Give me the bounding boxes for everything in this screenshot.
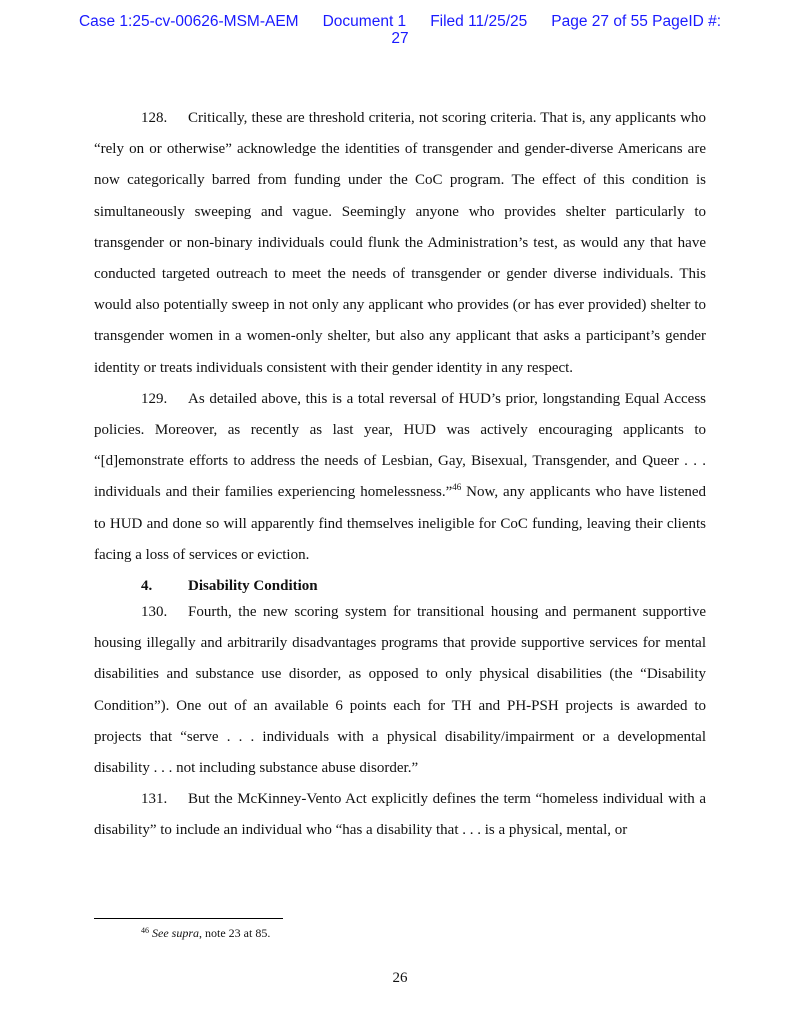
ecf-header [0, 13, 800, 47]
paragraph-text: But the McKinney-Vento Act explicitly defines the term “homeless individual with a disability” to include an individual who “has a disability that . . . is a physical, mental, or [94, 791, 706, 839]
footnote-divider [94, 918, 283, 919]
paragraph-text-continued: Now, any applicants who have listened to HUD and done so will apparently find themselves ineligible for CoC funding, leaving their clients facing a loss of services or eviction. [94, 484, 707, 563]
footnote-text: , note 23 at 85. [199, 926, 271, 940]
footnote-46 [141, 926, 270, 941]
page-number: 26 [392, 970, 408, 986]
paragraph-number: 130. [141, 604, 168, 621]
paragraph-130 [94, 597, 706, 784]
section-number: 4. [141, 578, 153, 595]
paragraph-text: Critically, these are threshold criteria, not scoring criteria. That is, any applicants who “rely on or otherwise” acknowledge the identities of transgender and gender-diverse Americans are now categorically barred from funding under the CoC program. The effect of this condition is simultaneously sweeping and vague. Seemingly anyone who provides shelter particularly to transgender or non-binary individuals could flunk the Administration’s test, as would any that have conducted targeted outreach to meet the needs of transgender or gender diverse individuals. This would also potentially sweep in not only any applicant who provides (or has ever provided) shelter to transgender women in a women-only shelter, but also any applicant that asks a participant’s gender identity or treats individuals consistent with their gender identity in any respect. [94, 110, 706, 376]
page-of-pages: Page 27 of 55 PageID #: [551, 13, 722, 30]
paragraph-text: As detailed above, this is a total reversal of HUD’s prior, longstanding Equal Access policies. Moreover, as recently as last year, HUD was actively encouraging applicants to “[d]emonstrate efforts to address the needs of Lesbian, Gay, Bisexual, Transgender, and Queer . . . individuals and their families experiencing homelessness.” [94, 390, 706, 501]
footnote-signal: See supra [152, 926, 199, 940]
page-id: 27 [391, 30, 409, 47]
footnote-number: 46 [141, 926, 149, 935]
paragraph-128 [94, 103, 706, 384]
paragraph-129 [94, 384, 706, 571]
filed-date: Filed 11/25/25 [430, 13, 528, 30]
paragraph-text: Fourth, the new scoring system for transitional housing and permanent supportive housing illegally and arbitrarily disadvantages programs that provide supportive services for mental disabilities and substance use disorder, as opposed to only physical disabilities (the “Disability Condition”). One out of an available 6 points each for TH and PH-PSH projects is awarded to projects that “serve . . . individuals with a physical disability/impairment or a developmental disability . . . not including substance abuse disorder.” [94, 604, 706, 777]
paragraph-number: 128. [141, 110, 168, 126]
footnote-reference[interactable]: 46 [452, 482, 462, 493]
case-number: Case 1:25-cv-00626-MSM-AEM [78, 13, 299, 30]
document-number: Document 1 [322, 13, 407, 30]
section-heading [94, 571, 706, 597]
paragraph-131 [94, 784, 706, 846]
section-title: Disability Condition [188, 578, 318, 595]
document-body [94, 103, 706, 847]
paragraph-number: 129. [141, 390, 168, 407]
paragraph-number: 131. [141, 791, 168, 808]
